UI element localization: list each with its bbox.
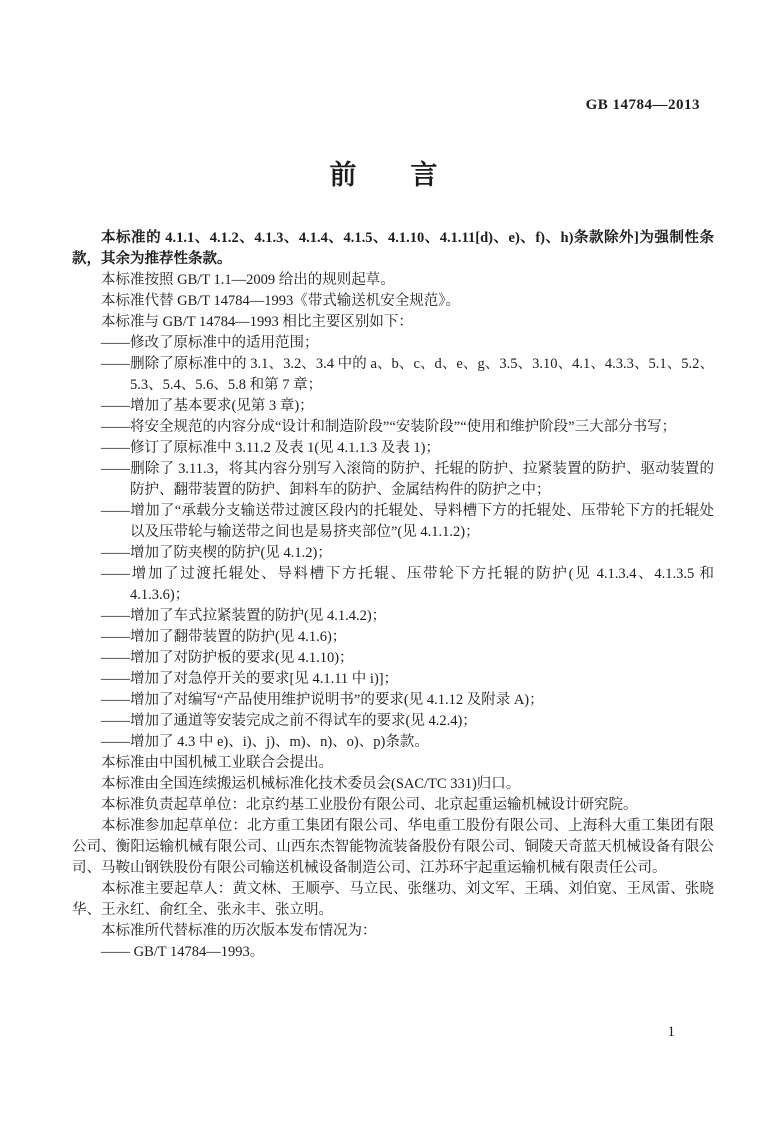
paragraph: 本标准与 GB/T 14784—1993 相比主要区别如下： [101,314,413,330]
paragraph: 本标准所代替标准的历次版本发布情况为： [101,923,377,939]
paragraph: ——修改了原标准中的适用范围； [101,335,319,351]
paragraph: ——增加了基本要求(见第 3 章)； [101,398,314,414]
paragraph: ——增加了翻带装置的防护(见 4.1.6)； [101,629,347,645]
paragraph-list [72,228,714,963]
page-footer [668,1024,676,1041]
paragraph: 本标准的 4.1.1、4.1.2、4.1.3、4.1.4、4.1.5、4.1.10、4.1.11[d)、e)、f)、h)条款除外]为强制性条款，其余为推荐性条款。 [72,230,714,267]
page-number: 1 [667,1024,675,1040]
paragraph: 本标准按照 GB/T 1.1—2009 给出的规则起草。 [101,272,395,288]
paragraph: ——增加了 4.3 中 e)、i)、j)、m)、n)、o)、p)条款。 [101,734,429,750]
paragraph: ——增加了对防护板的要求(见 4.1.10)； [101,650,354,666]
page-header [0,0,767,114]
standard-code: GB 14784—2013 [585,97,700,113]
paragraph: 本标准代替 GB/T 14784—1993《带式输送机安全规范》。 [101,293,461,309]
paragraph: 本标准负责起草单位：北京约基工业股份有限公司、北京起重运输机械设计研究院。 [101,797,638,813]
paragraph: ——增加了车式拉紧装置的防护(见 4.1.4.2)； [101,608,387,624]
paragraph: ——增加了过渡托辊处、导料槽下方托辊、压带轮下方托辊的防护(见 4.1.3.4、4.1.3.5 和 4.1.3.6)； [101,566,714,603]
paragraph: 本标准主要起草人：黄文林、王顺亭、马立民、张继功、刘文军、王瑀、刘伯宽、王凤雷、张晓华、王永红、俞红全、张永丰、张立明。 [72,881,714,918]
page-title: 前 言 [329,160,438,190]
paragraph: ——增加了防夹楔的防护(见 4.1.2)； [101,545,332,561]
paragraph: 本标准参加起草单位：北方重工集团有限公司、华电重工股份有限公司、上海科大重工集团有限公司、衡阳运输机械有限公司、山西东杰智能物流装备股份有限公司、铜陵天奇蓝天机械设备有限公司、马鞍山钢铁股份有限公司输送机械设备制造公司、江苏环宇起重运输机械有限责任公司。 [72,818,714,876]
paragraph: ——增加了“承载分支输送带过渡区段内的托辊处、导料槽下方的托辊处、压带轮下方的托辊处以及压带轮与输送带之间也是易挤夹部位”(见 4.1.1.2)； [101,503,714,540]
paragraph: ——删除了原标准中的 3.1、3.2、3.4 中的 a、b、c、d、e、g、3.5、3.10、4.1、4.3.3、5.1、5.2、5.3、5.4、5.6、5.8 和第 7 章； [101,356,714,393]
paragraph: 本标准由中国机械工业联合会提出。 [101,755,333,771]
paragraph: ——增加了对编写“产品使用维护说明书”的要求(见 4.1.12 及附录 A)； [101,692,544,708]
paragraph: ——将安全规范的内容分成“设计和制造阶段”“安装阶段”“使用和维护阶段”三大部分书写； [101,419,677,435]
paragraph: ——增加了通道等安装完成之前不得试车的要求(见 4.2.4)； [101,713,477,729]
paragraph: 本标准由全国连续搬运机械标准化技术委员会(SAC/TC 331)归口。 [101,776,521,792]
paragraph: ——删除了 3.11.3，将其内容分别写入滚筒的防护、托辊的防护、拉紧装置的防护、驱动装置的防护、翻带装置的防护、卸料车的防护、金属结构件的防护之中； [101,461,714,498]
paragraph: —— GB/T 14784—1993。 [101,944,265,960]
paragraph: ——修订了原标准中 3.11.2 及表 1(见 4.1.1.3 及表 1)； [101,440,440,456]
paragraph: ——增加了对急停开关的要求[见 4.1.11 中 i)]； [101,671,399,687]
